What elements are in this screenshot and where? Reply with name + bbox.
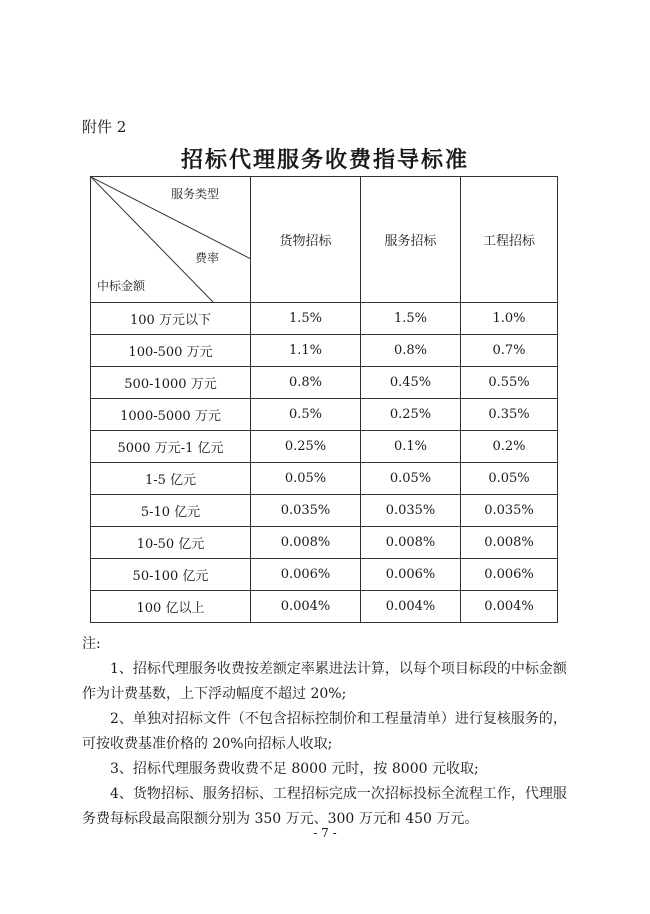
column-header-engineering: 工程招标 [461,177,558,303]
rate-cell: 0.35% [461,399,558,431]
amount-cell: 1000-5000 万元 [91,399,251,431]
fee-table [90,176,558,623]
rate-cell: 0.006% [461,559,558,591]
note-item: 2、单独对招标文件（不包含招标控制价和工程量清单）进行复核服务的，可按收费基准价格的 20%向招标人收取; [82,711,567,752]
amount-cell: 100 万元以下 [91,303,251,335]
table-row [91,527,558,559]
rate-cell: 0.05% [251,463,361,495]
amount-cell: 500-1000 万元 [91,367,251,399]
table-row [91,431,558,463]
amount-cell: 10-50 亿元 [91,527,251,559]
note-item: 3、招标代理服务费收费不足 8000 元时，按 8000 元收取; [110,761,479,777]
rate-cell: 0.035% [251,495,361,527]
table-row [91,335,558,367]
table-row [91,495,558,527]
rate-cell: 0.05% [461,463,558,495]
rate-cell: 0.008% [251,527,361,559]
rate-cell: 0.004% [361,591,461,623]
rate-cell: 0.006% [251,559,361,591]
rate-cell: 0.2% [461,431,558,463]
rate-cell: 0.1% [361,431,461,463]
table-row [91,559,558,591]
table-row [91,463,558,495]
rate-cell: 0.004% [251,591,361,623]
rate-cell: 0.45% [361,367,461,399]
rate-cell: 0.008% [461,527,558,559]
rate-cell: 0.035% [461,495,558,527]
rate-cell: 0.8% [361,335,461,367]
rate-cell: 0.25% [361,399,461,431]
table-header-row [91,177,558,303]
rate-cell: 0.8% [251,367,361,399]
rate-cell: 0.5% [251,399,361,431]
attachment-label: 附件 2 [82,118,127,136]
column-header-services: 服务招标 [361,177,461,303]
corner-label-bid-amount: 中标金额 [97,279,146,293]
rate-cell: 1.5% [251,303,361,335]
corner-label-service-type: 服务类型 [171,187,220,201]
page-number: - 7 - [313,826,337,840]
table-row [91,399,558,431]
rate-cell: 0.55% [461,367,558,399]
rate-cell: 0.004% [461,591,558,623]
page-title: 招标代理服务收费指导标准 [180,148,469,173]
table-row [91,591,558,623]
rate-cell: 0.006% [361,559,461,591]
notes-section [82,632,578,832]
corner-label-rate: 费率 [195,251,220,265]
rate-cell: 0.05% [361,463,461,495]
amount-cell: 5000 万元-1 亿元 [91,431,251,463]
note-item: 1、招标代理服务收费按差额定率累进法计算，以每个项目标段的中标金额作为计费基数，上下浮动幅度不超过 20%; [82,661,567,702]
note-item: 4、货物招标、服务招标、工程招标完成一次招标投标全流程工作，代理服务费每标段最高限额分别为 350 万元、300 万元和 450 万元。 [82,786,567,827]
amount-cell: 50-100 亿元 [91,559,251,591]
table-row [91,367,558,399]
rate-cell: 0.035% [361,495,461,527]
rate-cell: 1.0% [461,303,558,335]
amount-cell: 1-5 亿元 [91,463,251,495]
rate-cell: 0.25% [251,431,361,463]
rate-cell: 1.5% [361,303,461,335]
amount-cell: 5-10 亿元 [91,495,251,527]
amount-cell: 100-500 万元 [91,335,251,367]
column-header-goods: 货物招标 [251,177,361,303]
table-row [91,303,558,335]
rate-cell: 1.1% [251,335,361,367]
amount-cell: 100 亿以上 [91,591,251,623]
notes-heading: 注: [82,636,101,652]
diagonal-header-cell [91,177,251,303]
rate-cell: 0.008% [361,527,461,559]
rate-cell: 0.7% [461,335,558,367]
